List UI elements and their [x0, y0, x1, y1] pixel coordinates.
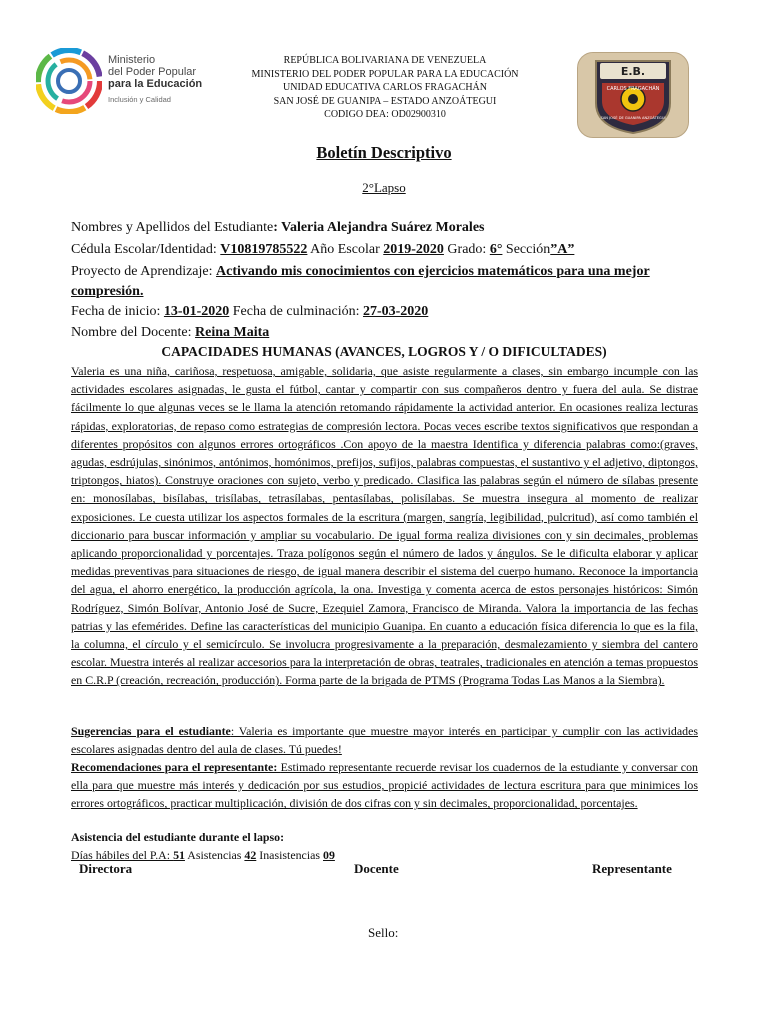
student-name-value: Valeria Alejandra Suárez Morales — [281, 220, 485, 235]
start-date-label: Fecha de inicio: — [71, 304, 164, 319]
dias-habiles-value: 51 — [173, 848, 185, 862]
project-row — [71, 262, 701, 281]
header-line-3: UNIDAD EDUCATIVA CARLOS FRAGACHÁN — [283, 82, 487, 93]
teacher-name: Reina Maita — [195, 325, 270, 340]
student-name-label: Nombres y Apellidos del Estudiante — [71, 220, 274, 235]
sugerencias-label: Sugerencias para el estudiante — [71, 724, 231, 738]
student-name-row: Nombres y Apellidos del Estudiante: Valeria Alejandra Suárez Morales — [71, 220, 485, 235]
school-year-value: 2019-2020 — [383, 242, 444, 257]
ministry-line-1: Ministerio — [108, 54, 156, 66]
end-date-value: 27-03-2020 — [362, 304, 429, 319]
header-line-2: MINISTERIO DEL PODER POPULAR PARA LA EDUCACIÓN — [251, 68, 519, 80]
lapso-label: 2°Lapso — [362, 180, 406, 195]
student-id-row — [71, 240, 701, 259]
dias-habiles-label: Días hábiles del P.A: — [71, 848, 174, 862]
capacidades-heading: CAPACIDADES HUMANAS (AVANCES, LOGROS Y / O DIFICULTADES) — [161, 344, 607, 359]
recomendaciones-label: Recomendaciones para el representante: — [71, 760, 281, 774]
recomendaciones-block — [71, 758, 698, 813]
capacidades-text: Valeria es una niña, cariñosa, respetuosa, amigable, solidaria, que asiste regularmente a clases, sin embargo incumple con las actividades escolares asignadas, le gusta el fútbol, cantar y compartir con sus compañeros dentro y fuera del aula. Se distrae fácilmente lo que algunas veces se le llama la atención retomando rápidamente la actividad anterior. En ocasiones realiza lecturas rápidas, exploratorias, de repaso como estrategias de compresión lectora. Pocas veces escribe textos significativos que respondan a diferentes propósitos con algunos errores ortográficos .Con apoyo de la maestra Identifica y diferencia palabras como:(graves, agudas, esdrújulas, sinónimos, antónimos, homónimos, prefijos, sufijos, palabras compuestas, el sustantivo y el adjetivo, diptongos, triptongos, hiatos). Construye oraciones con sujeto, verbo y predicado. Clasifica las palabras según el número de sílabas presente en: monosílabas, bisílabas, trisílabas, tetrasílabas, pentasílabas, polisílabas. Se muestra insegura al momento de realizar exposiciones. Le cuesta utilizar los aspectos formales de la escritura (margen, sangría, legibilidad, pulcritud), así como también el diccionario para buscar información y ampliar su vocabulario. De igual forma realiza divisiones con y sin decimales, problemas aplicando proporcionalidad y porcentajes. Traza polígonos según el número de lados y ángulos. Se le dificulta elaborar y aplicar medidas preventivas para situaciones de riesgo, de igual manera describir el sistema del cuerpo humano. Reconoce la importancia del agua, el ahorro energético, la producción agrícola, la ona. Investiga y comenta acerca de estos personajes históricos: Simón Rodríguez, Simón Bolívar, Antonio José de Sucre, Ezequiel Zamora, Francisco de Miranda. Valora la importancia de las fechas patrias y las efemérides. Define las características del municipio Guanipa. En cuanto a educación física diferencia lo que es la fila, la columna, el círculo y el semicírculo. Se involucra progresivamente a la preparación, desmalezamiento y siembra del cantero escolar. Muestra interés al realizar accesorios para la interpretación de obras, teatrales, tradicionales en atención a temas propuestos en C.R.P (creación, recreación, producción). Forma parte de la brigada de PTMS (Programa Todas Las Manos a la Siembra). — [71, 364, 698, 688]
school-seal-icon — [577, 52, 689, 138]
project-value-line-2: compresión. — [71, 284, 144, 299]
sello-label: Sello: — [368, 925, 399, 940]
school-year-label: Año Escolar — [307, 242, 384, 257]
signature-directora: Directora — [79, 861, 133, 876]
recomendaciones-text: Estimado representante recuerde revisar los cuadernos de la estudiante y conversar con ella para que muestre más interés y dedicación por sus estudios, propicié actividades de lectura escritura para que minimices los errores ortográficos, practicar multiplicación, división de dos cifras con y sin decimales, proporcionalidad, porcentajes. — [71, 760, 698, 811]
dates-row — [71, 302, 701, 321]
header-line-1: REPÚBLICA BOLIVARIANA DE VENEZUELA — [283, 55, 487, 66]
project-value-line-1: Activando mis conocimientos con ejercicios matemáticos para una mejor — [216, 264, 650, 279]
header-line-5: CODIGO DEA: OD02900310 — [324, 109, 446, 120]
student-id-label: Cédula Escolar/Identidad: — [71, 242, 221, 257]
grade-value: 6° — [489, 242, 503, 257]
grade-label: Grado: — [443, 242, 490, 257]
asistencias-value: 42 — [244, 848, 257, 862]
page-title: Boletín Descriptivo — [316, 143, 452, 162]
section-label: Sección — [502, 242, 551, 257]
inasistencias-value: 09 — [323, 848, 335, 862]
end-date-label: Fecha de culminación: — [229, 304, 363, 319]
project-label: Proyecto de Aprendizaje: — [71, 264, 217, 279]
sugerencias-block — [71, 722, 698, 758]
sugerencias-text: : Valeria es importante que muestre mayor interés en participar y cumplir con las actividades escolares asignadas dentro del aula de clases. Tú puedes! — [71, 724, 698, 757]
project-row-2 — [71, 282, 701, 301]
seal-bottom-text: SAN JOSÉ DE GUANIPA ANZOÁTEGUI — [600, 116, 666, 120]
teacher-label: Nombre del Docente: — [71, 325, 196, 340]
ministry-line-2: del Poder Popular — [108, 66, 197, 78]
section-value: ”A” — [550, 242, 575, 257]
ministry-emblem-icon — [36, 48, 102, 114]
inasistencias-label: Inasistencias — [256, 848, 323, 862]
signature-docente: Docente — [354, 861, 399, 876]
student-id-value: V10819785522 — [220, 242, 308, 257]
attendance-title: Asistencia del estudiante durante el lapso: — [71, 830, 285, 844]
ministry-tagline: Inclusión y Calidad — [108, 95, 171, 104]
school-header — [200, 54, 570, 122]
header-line-4: SAN JOSÉ DE GUANIPA – ESTADO ANZOÁTEGUI — [273, 95, 497, 107]
seal-top-text: E.B. — [620, 65, 646, 78]
signature-representante: Representante — [592, 861, 672, 876]
ministry-logo — [36, 46, 216, 116]
seal-ring-text: CARLOS FRAGACHÁN — [606, 86, 660, 92]
start-date-value: 13-01-2020 — [163, 304, 230, 319]
ministry-line-3: para la Educación — [108, 78, 203, 90]
teacher-row — [71, 323, 701, 342]
asistencias-label: Asistencias — [184, 848, 245, 862]
